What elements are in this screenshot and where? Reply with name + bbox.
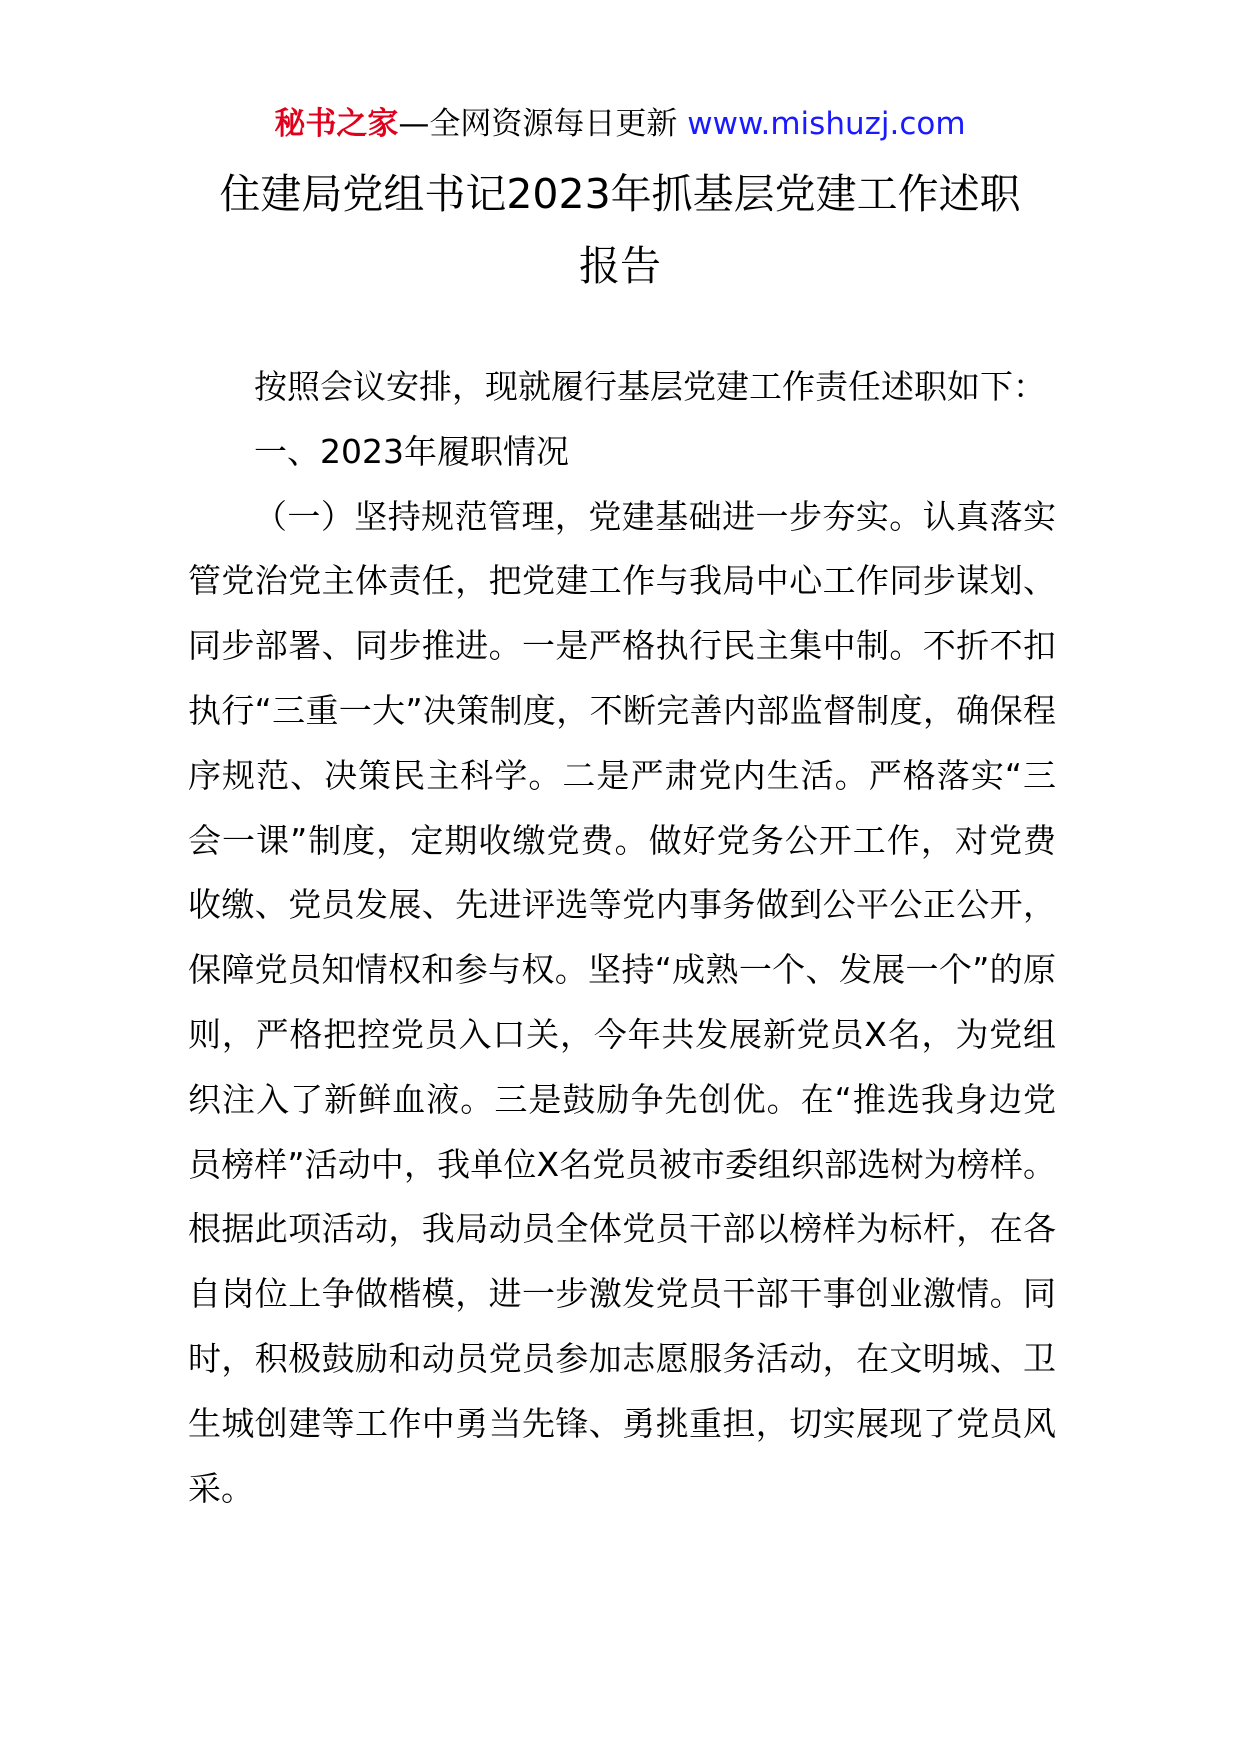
page-header: [0, 100, 1240, 148]
section-heading: 一、2023年履职情况: [254, 431, 569, 471]
document-body: [188, 355, 1056, 1521]
header-brand: 秘书之家: [274, 106, 399, 142]
title-line-1: 住建局党组书记2023年抓基层党建工作述职: [219, 170, 1021, 218]
header-slogan: —全网资源每日更新: [398, 106, 688, 142]
title-line-2: 报告: [579, 242, 661, 290]
document-title: [180, 158, 1060, 302]
intro-paragraph: 按照会议安排，现就履行基层党建工作责任述职如下：: [254, 367, 1046, 406]
body-paragraph: （一）坚持规范管理，党建基础进一步夯实。认真落实管党治党主体责任，把党建工作与我局中心工作同步谋划、同步部署、同步推进。一是严格执行民主集中制。不折不扣执行“三重一大”决策制度，不断完善内部监督制度，确保程序规范、决策民主科学。二是严肃党内生活。严格落实“三会一课”制度，定期收缴党费。做好党务公开工作，对党费收缴、党员发展、先进评选等党内事务做到公平公正公开，保障党员知情权和参与权。坚持“成熟一个、发展一个”的原则，严格把控党员入口关，今年共发展新党员X名，为党组织注入了新鲜血液。三是鼓励争先创优。在“推选我身边党员榜样”活动中，我单位X名党员被市委组织部选树为榜样。根据此项活动，我局动员全体党员干部以榜样为标杆，在各自岗位上争做楷模，进一步激发党员干部干事创业激情。同时，积极鼓励和动员党员参加志愿服务活动，在文明城、卫生城创建等工作中勇当先锋、勇挑重担，切实展现了党员风采。: [188, 496, 1056, 1508]
header-url-link[interactable]: www.mishuzj.com: [687, 106, 966, 142]
